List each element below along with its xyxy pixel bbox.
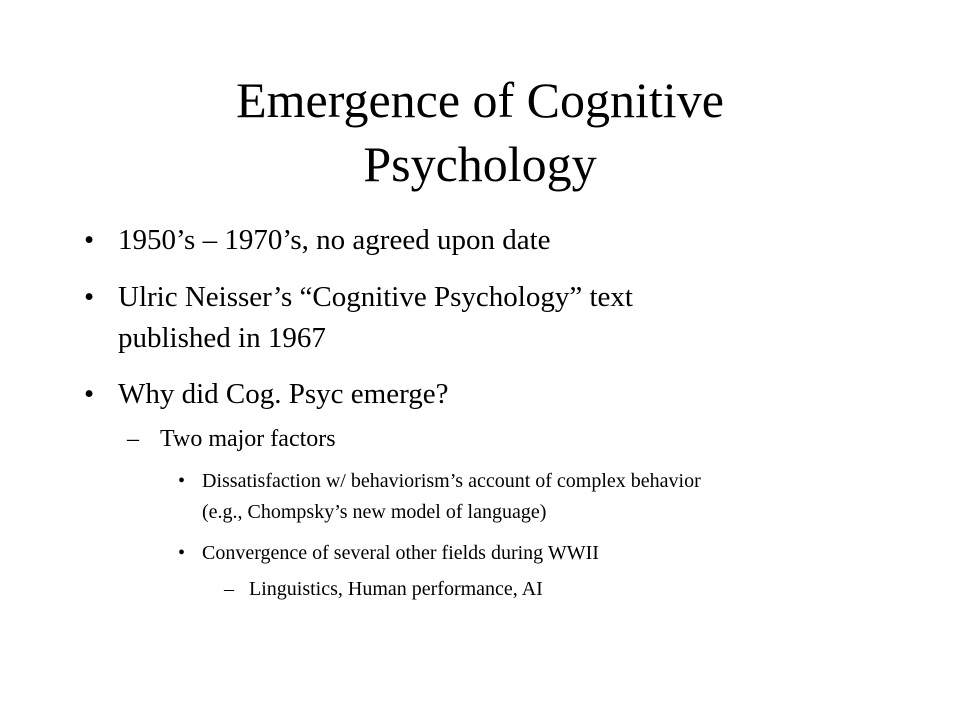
bullet-marker: • <box>84 224 95 256</box>
bullet-marker: • <box>84 281 95 313</box>
sub-sub-sub-bullet-text: Linguistics, Human performance, AI <box>249 578 543 600</box>
sub-sub-bullet-1-line-1: Dissatisfaction w/ behaviorism’s account of complex behavior <box>202 470 701 492</box>
sub-sub-bullet-1-line-2: (e.g., Chompsky’s new model of language) <box>202 501 547 523</box>
dash-marker: – <box>224 578 234 600</box>
bullet-2-text-line-2: published in 1967 <box>118 322 326 354</box>
bullet-3-text: Why did Cog. Psyc emerge? <box>118 378 449 410</box>
bullet-1-text: 1950’s – 1970’s, no agreed upon date <box>118 224 551 256</box>
bullet-2-text-line-1: Ulric Neisser’s “Cognitive Psychology” text <box>118 281 633 313</box>
bullet-marker: • <box>84 378 95 410</box>
bullet-marker: • <box>178 470 186 492</box>
bullet-marker: • <box>178 542 186 564</box>
dash-marker: – <box>127 426 139 452</box>
slide-title <box>80 68 880 196</box>
title-line-2: Psychology <box>363 136 597 192</box>
sub-sub-bullet-2-text: Convergence of several other fields during WWII <box>202 542 599 564</box>
title-line-1: Emergence of Cognitive <box>236 72 724 128</box>
sub-bullet-text: Two major factors <box>160 426 336 452</box>
